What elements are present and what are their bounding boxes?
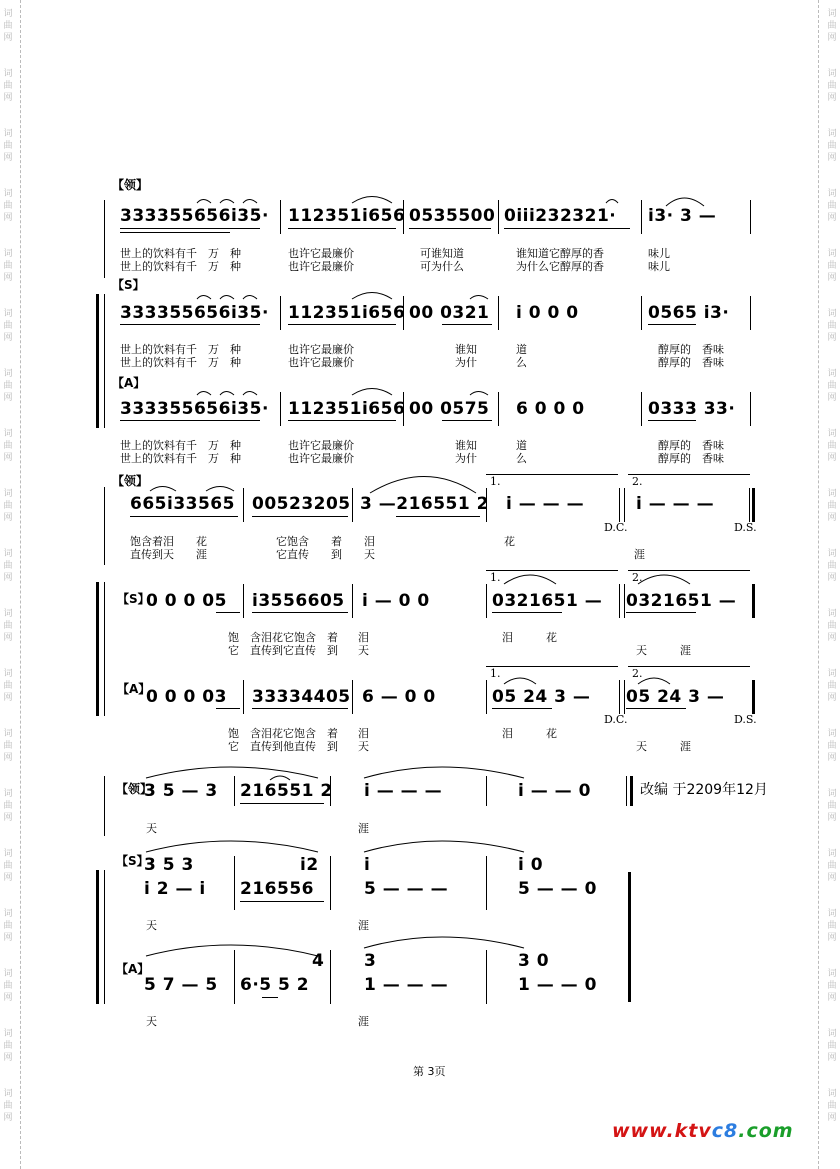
page-number: 第 3页: [413, 1065, 446, 1078]
site-brand-logo: [612, 1120, 794, 1142]
soprano-lyric-2-8: 天: [358, 644, 369, 657]
alto-top-measure-11: 3: [364, 951, 377, 971]
alto-lyric-2-7: 直传到他直传 到: [250, 740, 338, 753]
arrangement-note: 改编 于2209年12月: [640, 782, 768, 798]
part-label-soprano: 【S】: [116, 854, 149, 868]
side-watermark-glyphs: 词 曲 网: [3, 849, 13, 883]
soprano-lyric-1-3: 谁知: [455, 343, 477, 356]
alto-measure-4: 6 0 0 0: [516, 399, 585, 419]
soprano-bottom-measure-9: i 2 — i: [144, 879, 206, 899]
lead-measure-5: i3· 3 —: [648, 206, 717, 226]
soprano-measure-8: i — 0 0: [362, 591, 430, 611]
side-watermark-glyphs: 词 曲 网: [3, 189, 13, 223]
soprano-measure-5: 0565 i3·: [648, 303, 730, 323]
volta-1-label: 1.: [490, 667, 501, 680]
side-watermark-glyphs: 词 曲 网: [3, 669, 13, 703]
dc-marking: D.C.: [604, 713, 628, 726]
side-watermark-glyphs: 词 曲 网: [3, 609, 13, 643]
lead-lyric-1-3: 可谁知道: [420, 247, 464, 260]
lead-measure-1: 333355656i35·: [120, 206, 269, 226]
side-watermark-glyphs: 词 曲 网: [3, 429, 13, 463]
soprano-volta1-measure: 0321651 —: [492, 591, 603, 611]
soprano-lyric-2-5: 醇厚的 香味: [658, 356, 724, 369]
lead-lyric-2-2: 也许它最廉价: [288, 260, 354, 273]
part-label-soprano: 【S】: [117, 592, 150, 606]
soprano-measure-7: i3556605: [252, 591, 345, 611]
soprano-lyric-2-9: 天 涯: [636, 644, 691, 657]
side-watermark-glyphs: 词 曲 网: [827, 909, 837, 943]
alto-lyric-1-3: 谁知: [455, 439, 477, 452]
soprano-measure-4: i 0 0 0: [516, 303, 579, 323]
soprano-top-measure-11: i: [364, 855, 371, 875]
lead-lyric-1-7: 它饱含 着 泪: [276, 535, 375, 548]
lead-measure-9: 3 5 — 3: [144, 781, 218, 801]
side-watermark-glyphs: 词 曲 网: [827, 609, 837, 643]
side-watermark-glyphs: 词 曲 网: [827, 669, 837, 703]
lead-lyric-2-3: 可为什么: [420, 260, 464, 273]
lead-lyric-1-10: 涯: [358, 822, 369, 835]
alto-lyric-1-1: 世上的饮料有千 万 种: [120, 439, 241, 452]
side-watermark-glyphs: 词 曲 网: [827, 729, 837, 763]
alto-bottom-measure-12: 1 — — 0: [518, 975, 597, 995]
ds-marking: D.S.: [734, 713, 757, 726]
side-watermark-glyphs: 词 曲 网: [827, 849, 837, 883]
alto-measure-3: 00 0575: [409, 399, 490, 419]
soprano-top-measure-12: i 0: [518, 855, 544, 875]
side-watermark-glyphs: 词 曲 网: [827, 549, 837, 583]
soprano-lyric-1-5: 醇厚的 香味: [658, 343, 724, 356]
part-label-lead: 【领】: [112, 178, 149, 192]
soprano-bottom-measure-12: 5 — — 0: [518, 879, 597, 899]
alto-lyric-1-10: 天: [146, 1015, 157, 1028]
soprano-lyric-2-7: 直传到它直传 到: [250, 644, 338, 657]
alto-lyric-2-3: 为什: [455, 452, 477, 465]
soprano-bottom-measure-11: 5 — — —: [364, 879, 449, 899]
side-watermark-glyphs: 词 曲 网: [827, 249, 837, 283]
alto-bottom-measure-9: 5 7 — 5: [144, 975, 218, 995]
alto-bottom-measure-11: 1 — — —: [364, 975, 449, 995]
side-watermark-glyphs: 词 曲 网: [3, 969, 13, 1003]
dc-marking: D.C.: [604, 521, 628, 534]
soprano-volta2-measure: 0321651 —: [626, 591, 737, 611]
side-watermark-glyphs: 词 曲 网: [827, 129, 837, 163]
soprano-lyric-1-2: 也许它最廉价: [288, 343, 354, 356]
alto-top-measure-12: 3 0: [518, 951, 550, 971]
soprano-lyric-1-9: 泪 花: [502, 631, 557, 644]
side-watermark-glyphs: 词 曲 网: [3, 489, 13, 523]
lead-lyric-1-5: 味儿: [648, 247, 670, 260]
alto-lyric-1-8: 泪: [358, 727, 369, 740]
lead-measure-3: 0535500: [409, 206, 496, 226]
lead-measure-2: 112351i656: [288, 206, 406, 226]
part-label-soprano: 【S】: [112, 278, 145, 292]
brand-part-1: www.ktv: [612, 1120, 712, 1142]
soprano-lyric-2-3: 为什: [455, 356, 477, 369]
alto-lyric-2-4: 么: [516, 452, 527, 465]
side-watermark-glyphs: 词 曲 网: [3, 729, 13, 763]
alto-lyric-2-8: 天: [358, 740, 369, 753]
alto-bottom-measure-10: 6·5 5 2: [240, 975, 310, 995]
soprano-lyric-1-1: 世上的饮料有千 万 种: [120, 343, 241, 356]
soprano-measure-6: 0 0 0 05: [146, 591, 227, 611]
volta-1-label: 1.: [490, 475, 501, 488]
soprano-measure-2: 112351i656: [288, 303, 406, 323]
side-watermark-glyphs: 词 曲 网: [827, 1029, 837, 1063]
alto-lyric-1-7: 含泪花它饱含 着: [250, 727, 338, 740]
side-watermark-glyphs: 词 曲 网: [827, 369, 837, 403]
lead-measure-7: 00523205: [252, 494, 351, 514]
soprano-measure-3: 00 0321: [409, 303, 490, 323]
lead-volta2-measure: i — — —: [636, 494, 715, 514]
alto-lyric-2-5: 醇厚的 香味: [658, 452, 724, 465]
volta-2-label: 2.: [632, 571, 643, 584]
soprano-measure-1: 333355656i35·: [120, 303, 269, 323]
soprano-lyric-1-8: 泪: [358, 631, 369, 644]
side-watermark-glyphs: 词 曲 网: [827, 489, 837, 523]
lead-lyric-1-1: 世上的饮料有千 万 种: [120, 247, 241, 260]
lead-measure-4: 0iii232321·: [504, 206, 617, 226]
lead-lyric-2-7: 它直传 到 天: [276, 548, 375, 561]
side-watermark-glyphs: 词 曲 网: [3, 9, 13, 43]
alto-lyric-1-6: 饱: [228, 727, 239, 740]
alto-measure-6: 0 0 0 03: [146, 687, 227, 707]
alto-measure-5: 0333 33·: [648, 399, 736, 419]
volta-1-label: 1.: [490, 571, 501, 584]
brand-part-3: .com: [738, 1120, 794, 1142]
lead-measure-12: i — — 0: [518, 781, 591, 801]
part-label-lead: 【领】: [112, 474, 149, 488]
side-watermark-glyphs: 词 曲 网: [827, 969, 837, 1003]
volta-2-label: 2.: [632, 475, 643, 488]
lead-lyric-2-1: 世上的饮料有千 万 种: [120, 260, 241, 273]
part-label-alto: 【A】: [112, 376, 146, 390]
soprano-top-measure-10: i2: [300, 855, 319, 875]
side-watermark-glyphs: 词 曲 网: [3, 789, 13, 823]
alto-lyric-1-9: 泪 花: [502, 727, 557, 740]
lead-measure-6: 665i33565: [130, 494, 235, 514]
lead-lyric-2-5: 味儿: [648, 260, 670, 273]
alto-lyric-1-11: 涯: [358, 1015, 369, 1028]
lead-lyric-1-4: 谁知道它醇厚的香: [516, 247, 604, 260]
soprano-lyric-1-7: 含泪花它饱含 着: [250, 631, 338, 644]
part-label-alto: 【A】: [116, 962, 150, 976]
side-watermark-glyphs: 词 曲 网: [827, 789, 837, 823]
side-watermark-glyphs: 词 曲 网: [3, 1029, 13, 1063]
alto-top-measure-10: 4: [312, 951, 325, 971]
alto-volta1-measure: 05 24 3 —: [492, 687, 591, 707]
alto-measure-7: 33334405: [252, 687, 351, 707]
side-watermark-glyphs: 词 曲 网: [3, 369, 13, 403]
side-watermark-glyphs: 词 曲 网: [3, 249, 13, 283]
brand-part-2: c8: [711, 1120, 739, 1142]
side-watermark-glyphs: 词 曲 网: [827, 9, 837, 43]
alto-measure-8: 6 — 0 0: [362, 687, 436, 707]
side-watermark-glyphs: 词 曲 网: [3, 1089, 13, 1123]
alto-measure-2: 112351i656: [288, 399, 406, 419]
alto-lyric-2-6: 它: [228, 740, 239, 753]
side-watermark-glyphs: 词 曲 网: [827, 189, 837, 223]
side-watermark-glyphs: 词 曲 网: [3, 309, 13, 343]
soprano-lyric-1-10: 天: [146, 919, 157, 932]
side-watermark-glyphs: 词 曲 网: [827, 1089, 837, 1123]
alto-lyric-2-9: 天 涯: [636, 740, 691, 753]
ds-marking: D.S.: [734, 521, 757, 534]
part-label-alto: 【A】: [117, 682, 151, 696]
soprano-lyric-1-4: 道: [516, 343, 527, 356]
soprano-lyric-2-6: 它: [228, 644, 239, 657]
soprano-lyric-1-11: 涯: [358, 919, 369, 932]
side-watermark-glyphs: 词 曲 网: [827, 309, 837, 343]
soprano-lyric-2-1: 世上的饮料有千 万 种: [120, 356, 241, 369]
alto-lyric-1-5: 醇厚的 香味: [658, 439, 724, 452]
soprano-lyric-2-4: 么: [516, 356, 527, 369]
lead-volta1-measure: i — — —: [506, 494, 585, 514]
side-watermark-glyphs: 词 曲 网: [3, 909, 13, 943]
lead-lyric-1-6: 饱含着泪 花: [130, 535, 207, 548]
part-label-lead: 【领】: [116, 782, 153, 796]
alto-lyric-1-2: 也许它最廉价: [288, 439, 354, 452]
side-watermark-glyphs: 词 曲 网: [3, 129, 13, 163]
lead-lyric-1-8: 花: [504, 535, 515, 548]
lead-measure-10: 216551 2: [240, 781, 333, 801]
alto-volta2-measure: 05 24 3 —: [626, 687, 725, 707]
alto-lyric-2-2: 也许它最廉价: [288, 452, 354, 465]
soprano-top-measure-9: 3 5 3: [144, 855, 194, 875]
soprano-lyric-2-2: 也许它最廉价: [288, 356, 354, 369]
lead-lyric-2-8: 涯: [634, 548, 645, 561]
side-watermark-glyphs: 词 曲 网: [827, 429, 837, 463]
alto-lyric-2-1: 世上的饮料有千 万 种: [120, 452, 241, 465]
volta-2-label: 2.: [632, 667, 643, 680]
side-watermark-glyphs: 词 曲 网: [827, 69, 837, 103]
alto-measure-1: 333355656i35·: [120, 399, 269, 419]
lead-lyric-1-2: 也许它最廉价: [288, 247, 354, 260]
side-watermark-glyphs: 词 曲 网: [3, 69, 13, 103]
side-watermark-glyphs: 词 曲 网: [3, 549, 13, 583]
soprano-bottom-measure-10: 216556: [240, 879, 314, 899]
lead-measure-8: 3 —216551 2: [360, 494, 489, 514]
soprano-lyric-1-6: 饱: [228, 631, 239, 644]
lead-lyric-1-9: 天: [146, 822, 157, 835]
lead-lyric-2-4: 为什么它醇厚的香: [516, 260, 604, 273]
alto-lyric-1-4: 道: [516, 439, 527, 452]
lead-lyric-2-6: 直传到天 涯: [130, 548, 207, 561]
lead-measure-11: i — — —: [364, 781, 443, 801]
